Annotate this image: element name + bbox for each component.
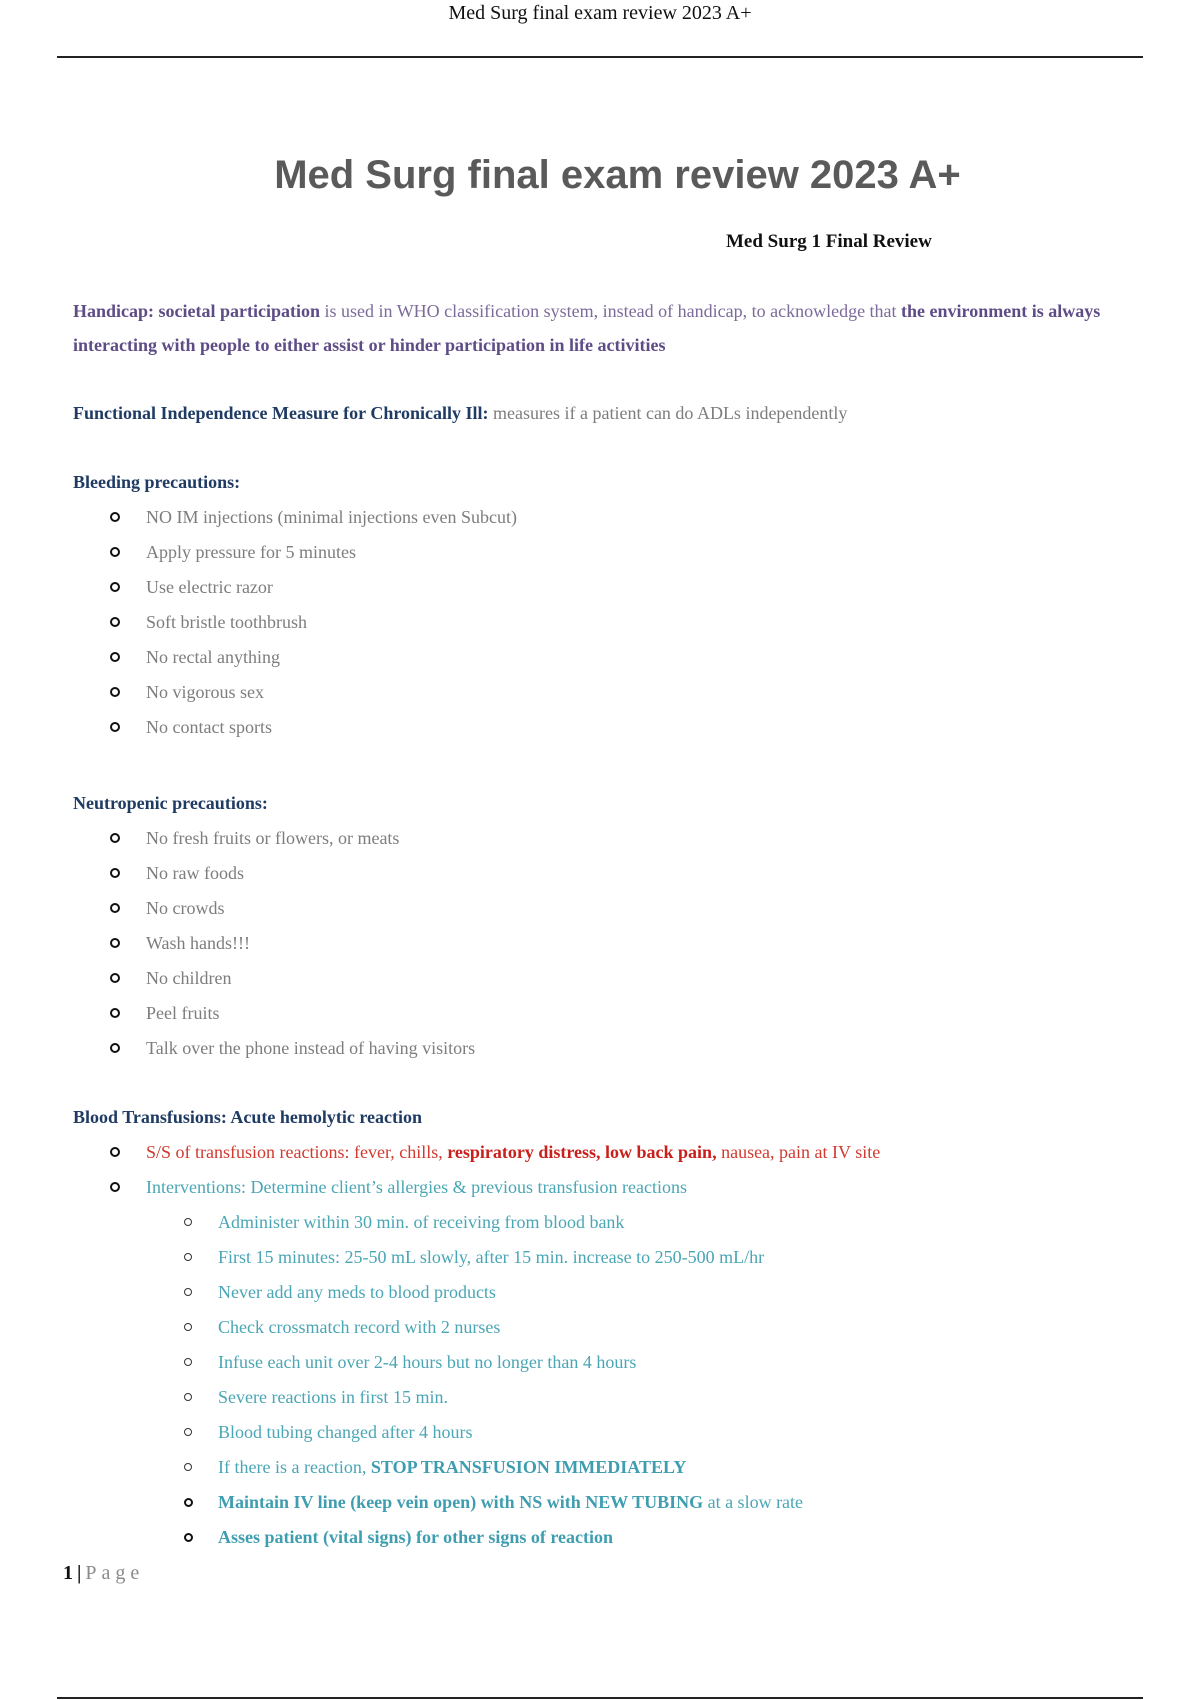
- bullet-icon: [110, 868, 120, 878]
- bullet-icon: [184, 1218, 192, 1226]
- fim-paragraph: [73, 396, 1163, 430]
- list-item: Maintain IV line (keep vein open) with NS with NEW TUBING at a slow rate: [73, 1485, 803, 1520]
- footer-rule: [57, 1697, 1143, 1699]
- neutropenic-heading: Neutropenic precautions:: [73, 793, 268, 813]
- list-item: If there is a reaction, STOP TRANSFUSION IMMEDIATELY: [73, 1450, 803, 1485]
- bullet-icon: [110, 1008, 120, 1018]
- handicap-text: is used in WHO classification system, instead of handicap, to acknowledge that: [320, 301, 902, 321]
- list-item: No children: [73, 961, 475, 996]
- bullet-icon: [110, 582, 120, 592]
- bullet-icon: [110, 903, 120, 913]
- list-item: Check crossmatch record with 2 nurses: [73, 1310, 803, 1345]
- header-rule: [57, 56, 1143, 58]
- running-header: Med Surg final exam review 2023 A+: [448, 2, 752, 24]
- bullet-icon: [110, 973, 120, 983]
- list-item: Talk over the phone instead of having visitors: [73, 1031, 475, 1066]
- list-item: No fresh fruits or flowers, or meats: [73, 821, 475, 856]
- handicap-term: societal participation: [158, 301, 321, 321]
- bullet-icon: [110, 512, 120, 522]
- fim-label: Functional Independence Measure for Chronically Ill:: [73, 403, 489, 423]
- list-item: No crowds: [73, 891, 475, 926]
- transfusion-list: [73, 1135, 880, 1205]
- bullet-icon: [184, 1323, 192, 1331]
- list-item: Soft bristle toothbrush: [73, 605, 517, 640]
- list-item: Use electric razor: [73, 570, 517, 605]
- page-number: 1: [63, 1562, 73, 1584]
- list-item-interventions: Interventions: Determine client’s allergies & previous transfusion reactions: [73, 1170, 880, 1205]
- handicap-paragraph: [73, 294, 1163, 362]
- bullet-icon: [110, 938, 120, 948]
- bullet-icon: [110, 1182, 120, 1192]
- bullet-icon: [184, 1428, 192, 1436]
- list-item: Apply pressure for 5 minutes: [73, 535, 517, 570]
- bleeding-heading: Bleeding precautions:: [73, 472, 241, 492]
- bullet-icon: [110, 833, 120, 843]
- neutropenic-list: [73, 821, 475, 1066]
- bullet-icon: [184, 1498, 193, 1507]
- page-footer: [63, 1558, 144, 1588]
- bullet-icon: [110, 722, 120, 732]
- page-word: Page: [85, 1562, 145, 1584]
- list-item: Never add any meds to blood products: [73, 1275, 803, 1310]
- bullet-icon: [110, 652, 120, 662]
- transfusion-heading: Blood Transfusions: Acute hemolytic reaction: [73, 1107, 423, 1127]
- bullet-icon: [110, 547, 120, 557]
- list-item: No vigorous sex: [73, 675, 517, 710]
- list-item: Infuse each unit over 2-4 hours but no longer than 4 hours: [73, 1345, 803, 1380]
- list-item: Asses patient (vital signs) for other signs of reaction: [73, 1520, 803, 1555]
- bullet-icon: [184, 1463, 192, 1471]
- list-item: Peel fruits: [73, 996, 475, 1031]
- bullet-icon: [184, 1358, 192, 1366]
- fim-text: measures if a patient can do ADLs independently: [488, 403, 848, 423]
- list-item: Wash hands!!!: [73, 926, 475, 961]
- list-item: NO IM injections (minimal injections even Subcut): [73, 500, 517, 535]
- handicap-emphasis: the environment is always interacting with people to either assist or hinder participation in life activities: [73, 301, 1101, 355]
- list-item: Severe reactions in first 15 min.: [73, 1380, 803, 1415]
- bleeding-list: [73, 500, 517, 745]
- bullet-icon: [184, 1533, 193, 1542]
- list-item: Blood tubing changed after 4 hours: [73, 1415, 803, 1450]
- list-item-symptoms: S/S of transfusion reactions: fever, chills, respiratory distress, low back pain, nausea, pain at IV site: [73, 1135, 880, 1170]
- bullet-icon: [110, 1147, 120, 1157]
- list-item: No rectal anything: [73, 640, 517, 675]
- page-separator: |: [77, 1562, 82, 1584]
- document-subtitle: Med Surg 1 Final Review: [726, 231, 932, 252]
- bullet-icon: [184, 1288, 192, 1296]
- bullet-icon: [184, 1253, 192, 1261]
- list-item: Administer within 30 min. of receiving from blood bank: [73, 1205, 803, 1240]
- bullet-icon: [110, 687, 120, 697]
- document-title: Med Surg final exam review 2023 A+: [274, 153, 961, 197]
- bullet-icon: [110, 1043, 120, 1053]
- bullet-icon: [110, 617, 120, 627]
- list-item: First 15 minutes: 25-50 mL slowly, after 15 min. increase to 250-500 mL/hr: [73, 1240, 803, 1275]
- handicap-label: Handicap:: [73, 301, 155, 321]
- interventions-sublist: [73, 1205, 803, 1555]
- list-item: No contact sports: [73, 710, 517, 745]
- list-item: No raw foods: [73, 856, 475, 891]
- bullet-icon: [184, 1393, 192, 1401]
